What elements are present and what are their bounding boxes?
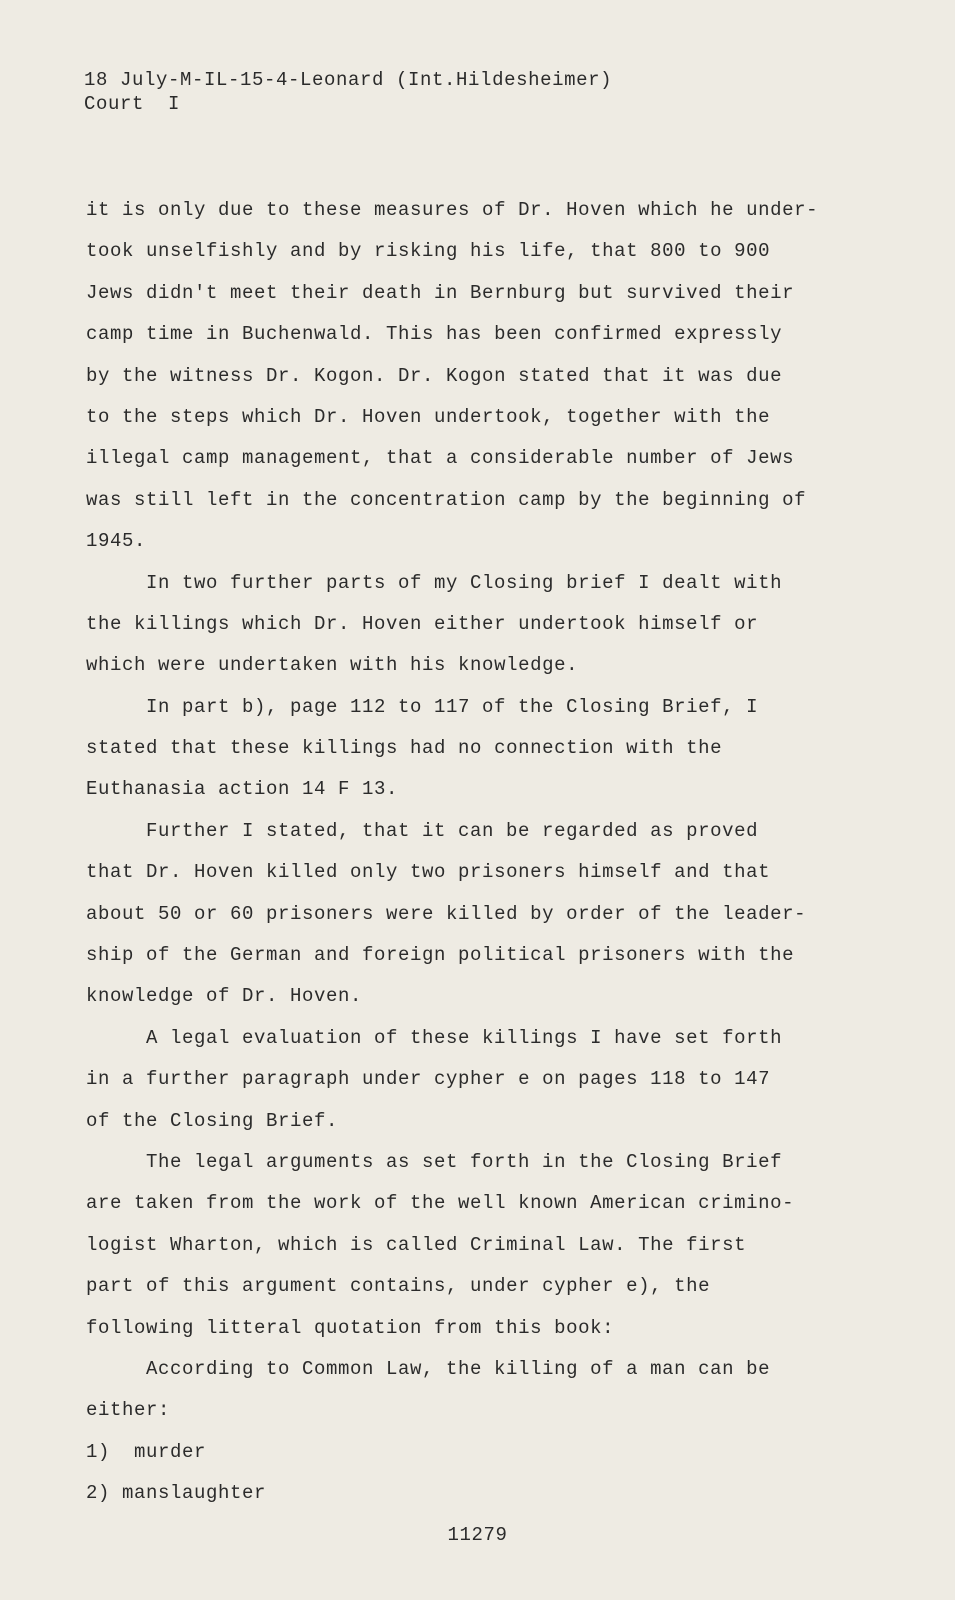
text-line: in a further paragraph under cypher e on pages 118 to 147 [86, 1068, 771, 1091]
header-case-line: 18 July-M-IL-15-4-Leonard (Int.Hildesheimer) [84, 69, 613, 91]
text-line: 2) manslaughter [86, 1482, 267, 1505]
text-line: to the steps which Dr. Hoven undertook, together with the [86, 405, 771, 428]
document-header [84, 68, 612, 116]
text-line: Jews didn't meet their death in Bernburg but survived their [86, 281, 795, 304]
text-line: either: [86, 1399, 171, 1422]
text-line: it is only due to these measures of Dr. Hoven which he under- [86, 199, 819, 221]
page-number: 11279 [447, 1524, 508, 1546]
text-line: illegal camp management, that a considerable number of Jews [86, 447, 795, 470]
text-line: of the Closing Brief. [86, 1109, 339, 1132]
text-line: In two further parts of my Closing brief I dealt with [146, 571, 783, 594]
text-line: camp time in Buchenwald. This has been confirmed expressly [86, 323, 783, 346]
text-line: 1945. [86, 530, 147, 553]
text-line: part of this argument contains, under cypher e), the [86, 1275, 711, 1298]
text-line: by the witness Dr. Kogon. Dr. Kogon stated that it was due [86, 364, 783, 387]
text-line: are taken from the work of the well known American crimino- [86, 1192, 795, 1215]
text-line: Euthanasia action 14 F 13. [86, 778, 399, 801]
text-line: In part b), page 112 to 117 of the Closing Brief, I [146, 695, 759, 718]
text-line: The legal arguments as set forth in the Closing Brief [146, 1150, 783, 1173]
text-line: logist Wharton, which is called Criminal Law. The first [86, 1233, 747, 1256]
text-line: following litteral quotation from this book: [86, 1316, 615, 1339]
text-line: knowledge of Dr. Hoven. [86, 985, 363, 1008]
text-line: 1) murder [86, 1440, 207, 1463]
text-line: that Dr. Hoven killed only two prisoners himself and that [86, 861, 771, 884]
text-line: which were undertaken with his knowledge. [86, 654, 579, 677]
header-court-line: Court I [84, 93, 181, 115]
text-line: stated that these killings had no connection with the [86, 737, 723, 760]
text-line: was still left in the concentration camp by the beginning of [86, 488, 807, 511]
text-line: Further I stated, that it can be regarded as proved [146, 819, 759, 842]
text-line: the killings which Dr. Hoven either undertook himself or [86, 612, 759, 635]
text-line: took unselfishly and by risking his life, that 800 to 900 [86, 240, 771, 263]
text-line: According to Common Law, the killing of a man can be [146, 1357, 771, 1380]
transcript-body [86, 190, 846, 1515]
text-line: about 50 or 60 prisoners were killed by order of the leader- [86, 902, 807, 925]
text-line: A legal evaluation of these killings I have set forth [146, 1026, 783, 1049]
text-line: ship of the German and foreign political prisoners with the [86, 944, 795, 967]
